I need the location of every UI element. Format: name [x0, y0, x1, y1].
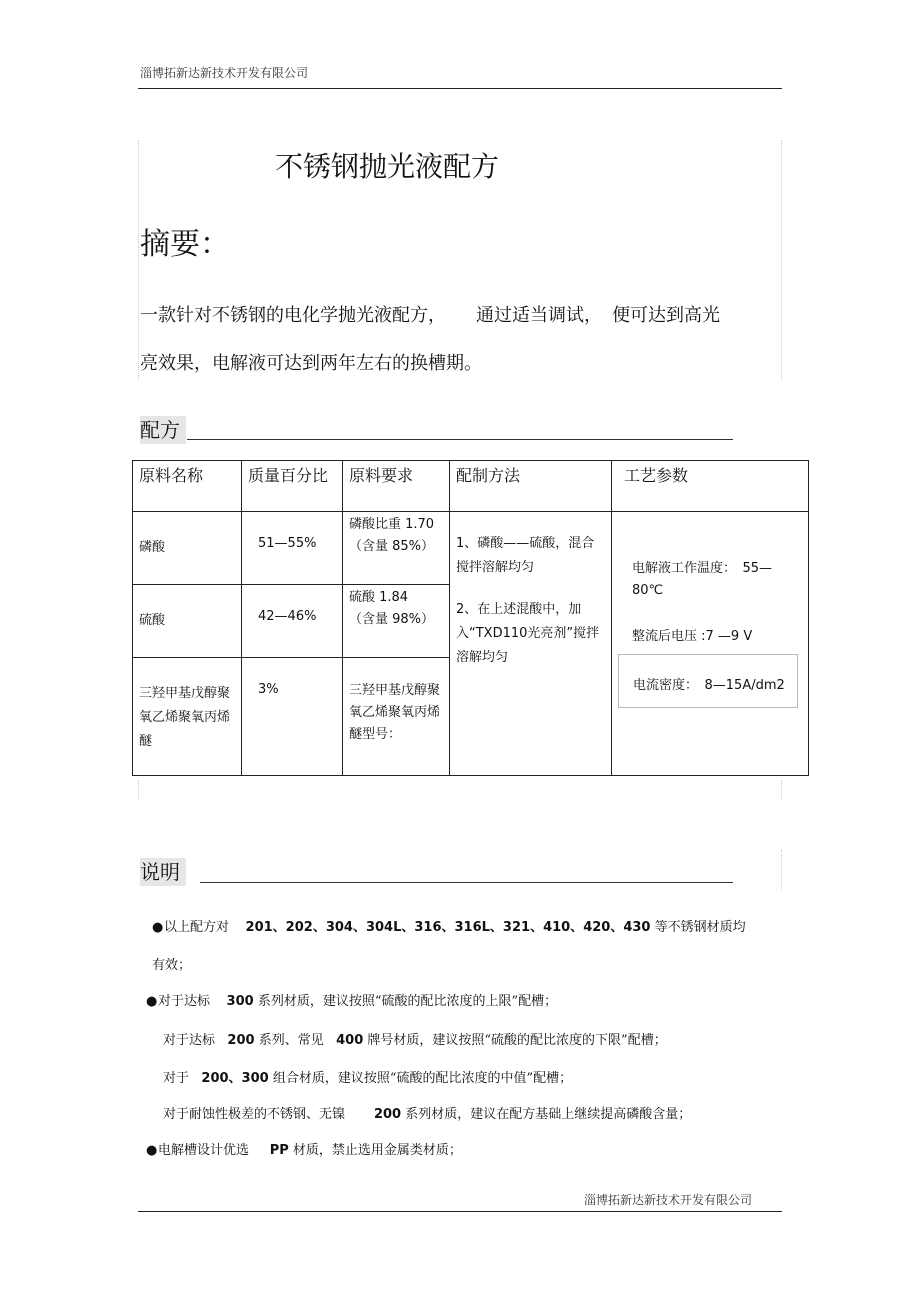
param-voltage: 整流后电压 :7 —9 V: [632, 629, 753, 644]
param-current-density: 电流密度： 8—15A/dm2: [633, 678, 785, 693]
footer-company: 淄博拓新达新技术开发有限公司: [583, 1193, 752, 1207]
notes-heading-rule: [200, 882, 733, 883]
method-step-1: 1、磷酸——硫酸，混合搅拌溶解均匀: [456, 536, 595, 575]
recipe-heading: 配方: [140, 414, 186, 443]
bullet-icon: ●: [152, 920, 164, 935]
bullet-icon: ●: [146, 994, 158, 1009]
document-title: 不锈钢抛光液配方: [275, 150, 500, 183]
margin-guide-right: [781, 140, 782, 380]
col-header-name: 原料名称: [133, 461, 242, 512]
note-4: 对于 200、300 组合材质，建议按照“硫酸的配比浓度的中值”配槽；: [163, 1071, 573, 1086]
method-step-2: 2、在上述混酸中，加入“TXD110光亮剂”搅拌溶解均匀: [456, 602, 600, 665]
margin-guide-right-2: [781, 780, 782, 800]
note-5: 对于耐蚀性极差的不锈钢、无镍 200 系列材质，建议在配方基础上继续提高磷酸含量；: [163, 1107, 692, 1122]
note-1: ●以上配方对 201、202、304、304L、316、316L、321、410、420、430 等不锈钢材质均: [152, 920, 746, 935]
table-header-row: [133, 461, 809, 512]
abstract-part1: 一款针对不锈钢的电化学抛光液配方，: [140, 305, 446, 326]
row-1-name: 磷酸: [133, 512, 242, 585]
abstract-part3: 便可达到高光: [612, 305, 720, 326]
abstract-text: [140, 292, 780, 388]
row-2-name: 硫酸: [133, 585, 242, 658]
recipe-heading-rule: [187, 439, 733, 440]
params-cell: [612, 512, 809, 776]
row-2-pct: 42—46%: [242, 585, 343, 658]
col-header-method: 配制方法: [450, 461, 612, 512]
recipe-table: [132, 460, 809, 776]
col-header-pct: 质量百分比: [242, 461, 343, 512]
row-1-pct: 51—55%: [242, 512, 343, 585]
note-2: ●对于达标 300 系列材质，建议按照“硫酸的配比浓度的上限”配槽；: [146, 994, 558, 1009]
notes-heading: 说明: [140, 856, 186, 885]
row-1-req: 磷酸比重 1.70 （含量 85%）: [343, 512, 450, 585]
abstract-heading: 摘要：: [140, 227, 230, 262]
col-header-req: 原料要求: [343, 461, 450, 512]
note-6: ●电解槽设计优选 PP 材质，禁止选用金属类材质；: [146, 1143, 462, 1158]
param-density-box: [618, 654, 798, 708]
table-row: [133, 512, 809, 585]
note-3: 对于达标 200 系列、常见 400 牌号材质，建议按照“硫酸的配比浓度的下限”配槽；: [163, 1033, 667, 1048]
header-rule: [138, 88, 782, 89]
row-3-req: 三羟甲基戊醇聚氧乙烯聚氧丙烯醚型号：: [343, 658, 450, 776]
row-3-name: 三羟甲基戊醇聚氧乙烯聚氧丙烯醚: [133, 658, 242, 776]
abstract-part2: 通过适当调试，: [476, 305, 602, 326]
param-temperature: 电解液工作温度： 55—80℃: [632, 561, 773, 598]
bullet-icon: ●: [146, 1143, 158, 1158]
note-1-cont: 有效；: [152, 958, 192, 973]
header-company: 淄博拓新达新技术开发有限公司: [140, 66, 309, 80]
footer-rule: [138, 1211, 782, 1212]
margin-guide-left-2: [138, 780, 139, 800]
col-header-params: 工艺参数: [612, 461, 809, 512]
margin-guide-left: [138, 140, 139, 380]
abstract-line2: 亮效果，电解液可达到两年左右的换槽期。: [140, 353, 482, 374]
margin-guide-right-3: [781, 850, 782, 890]
row-2-req: 硫酸 1.84 （含量 98%）: [343, 585, 450, 658]
row-3-pct: 3%: [242, 658, 343, 776]
method-cell: [450, 512, 612, 776]
